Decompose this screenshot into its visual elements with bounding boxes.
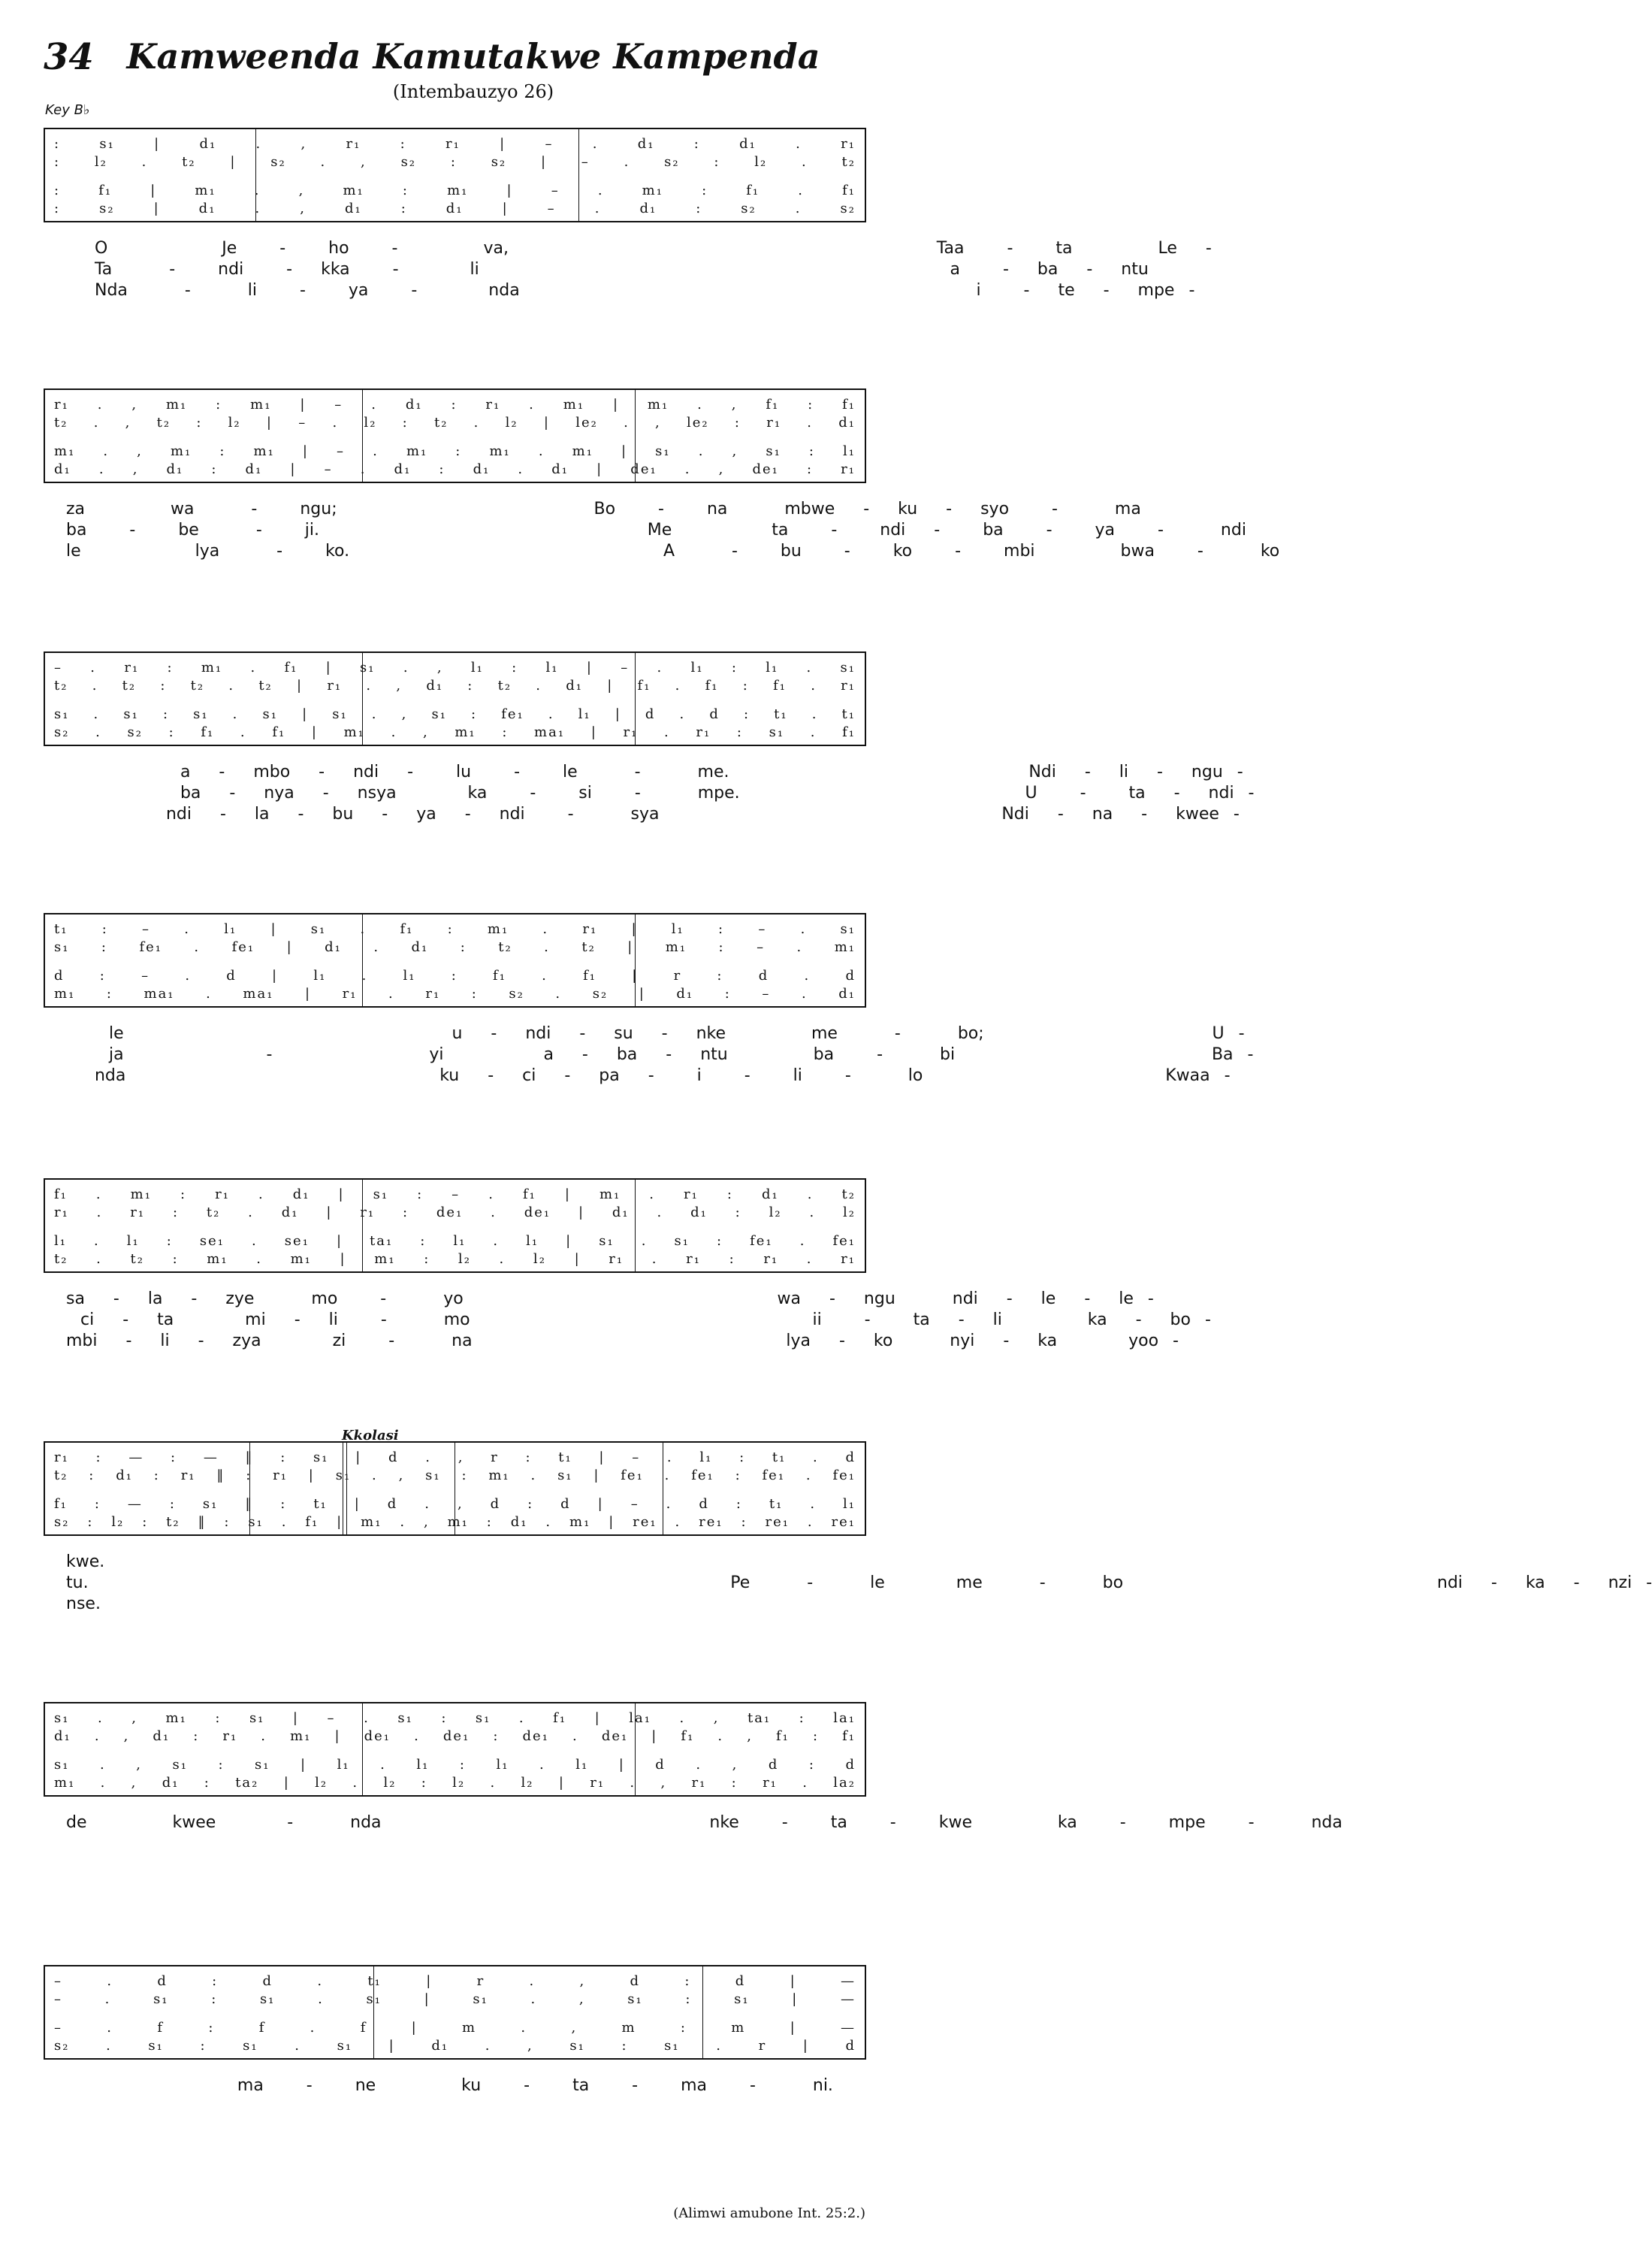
lyric-line-verse-1: a - mbo - ndi - lu - le - me. Ndi - li - ngu -: [66, 763, 1243, 781]
lyric-line-verse-1: sa - la - zye mo - yo wa - ngu ndi - le - le -: [66, 1289, 1154, 1308]
lyric-line-verse-3: Nda - li - ya - nda i - te - mpe -: [66, 281, 1195, 300]
lyric-line-verse-2: ci - ta mi - li - mo ii - ta - li ka - bo -: [66, 1310, 1211, 1329]
tenor-part: [45, 1231, 865, 1250]
alto-part: [45, 1726, 865, 1746]
lyric-line-verse-2: tu. Pe - le me - bo ndi - ka - nzi -: [66, 1573, 1652, 1592]
lyric-line-verse-2: ba - nya - nsya ka - si - mpe. U - ta - ndi -: [66, 784, 1255, 803]
alto-part: [45, 937, 865, 957]
music-system: [44, 913, 1254, 1107]
staff-box: [44, 388, 866, 483]
chorus-label: Kkolasi: [342, 1428, 399, 1443]
music-system: [44, 128, 1212, 322]
tonic-solfa-notes: d : – . d | l₁ . l₁ : f₁ . f₁ | r : d . d: [54, 967, 856, 984]
tonic-solfa-notes: l₁ . l₁ : se₁ . se₁ | ta₁ : l₁ . l₁ | s₁ . s₁ : fe₁ . fe₁: [54, 1232, 856, 1249]
staff-box: [44, 651, 866, 746]
soprano-part: [45, 919, 865, 939]
bass-part: [45, 1249, 865, 1268]
bass-part: [45, 198, 865, 218]
tonic-solfa-notes: r₁ . , m₁ : m₁ | – . d₁ : r₁ . m₁ | m₁ . , f₁ : f₁: [54, 396, 856, 413]
lyric-line-verse-1: kwe.: [66, 1552, 105, 1571]
tonic-solfa-notes: – . f : f . f | m . , m : m | —: [54, 2019, 856, 2036]
staff-box: [44, 1965, 866, 2060]
music-system: [44, 651, 1255, 845]
lyric-line-verse-3: mbi - li - zya zi - na lya - ko nyi - ka yoo -: [66, 1332, 1179, 1350]
bass-part: [45, 459, 865, 479]
tonic-solfa-notes: s₁ . s₁ : s₁ . s₁ | s₁ . , s₁ : fe₁ . l₁ | d . d : t₁ . t₁: [54, 706, 856, 722]
alto-part: [45, 1202, 865, 1222]
tenor-part: [45, 180, 865, 200]
music-system: [44, 1441, 1652, 1635]
tonic-solfa-notes: s₁ . , s₁ : s₁ | l₁ . l₁ : l₁ . l₁ | d . , d : d: [54, 1756, 856, 1773]
tonic-solfa-notes: t₂ . t₂ : t₂ . t₂ | r₁ . , d₁ : t₂ . d₁ | f₁ . f₁ : f₁ . r₁: [54, 677, 856, 694]
music-system: [44, 1178, 1211, 1372]
bass-part: [45, 1773, 865, 1792]
footer-reference: (Alimwi amubone Int. 25:2.): [673, 2205, 865, 2221]
lyric-line-verse-1: de kwee - nda nke - ta - kwe ka - mpe - nda: [66, 1813, 1342, 1832]
tonic-solfa-notes: – . s₁ : s₁ . s₁ | s₁ . , s₁ : s₁ | —: [54, 1991, 856, 2007]
lyric-line-verse-3: nse.: [66, 1595, 101, 1613]
tonic-solfa-notes: m₁ : ma₁ . ma₁ | r₁ . r₁ : s₂ . s₂ | d₁ : – . d₁: [54, 985, 856, 1002]
song-title: Kamweenda Kamutakwe Kampenda: [126, 36, 820, 77]
lyric-line-verse-3: ndi - la - bu - ya - ndi - sya Ndi - na - kwee -: [66, 805, 1240, 824]
tonic-solfa-notes: f₁ : — : s₁ ‖ : t₁ | d . , d : d | – . d : t₁ . l₁: [54, 1495, 856, 1512]
alto-part: [45, 676, 865, 695]
alto-part: [45, 1465, 865, 1485]
alto-part: [45, 152, 865, 171]
lyric-line-verse-3: nda ku - ci - pa - i - li - lo Kwaa -: [66, 1066, 1231, 1085]
alto-part: [45, 1989, 865, 2009]
staff-box: [44, 1702, 866, 1797]
lyric-line-verse-1: ma - ne ku - ta - ma - ni.: [66, 2076, 833, 2095]
tonic-solfa-notes: r₁ : — : — ‖ : s₁ | d . , r : t₁ | – . l₁ : t₁ . d: [54, 1449, 856, 1465]
soprano-part: [45, 1708, 865, 1728]
tenor-part: [45, 2018, 865, 2037]
tonic-solfa-notes: s₂ : l₂ : t₂ ‖ : s₁ . f₁ | m₁ . , m₁ : d₁ . m₁ | re₁ . re₁ : re₁ . re₁: [54, 1513, 856, 1530]
tonic-solfa-notes: m₁ . , m₁ : m₁ | – . m₁ : m₁ . m₁ | s₁ . , s₁ : l₁: [54, 443, 856, 459]
alto-part: [45, 413, 865, 432]
tonic-solfa-notes: : f₁ | m₁ . , m₁ : m₁ | – . m₁ : f₁ . f₁: [54, 182, 856, 198]
tonic-solfa-notes: m₁ . , d₁ : ta₂ | l₂ . l₂ : l₂ . l₂ | r₁ . , r₁ : r₁ . la₂: [54, 1774, 856, 1791]
soprano-part: [45, 134, 865, 153]
bass-part: [45, 1512, 865, 1531]
tonic-solfa-notes: s₂ . s₂ : f₁ . f₁ | m₁ . , m₁ : ma₁ | r₁ . r₁ : s₁ . f₁: [54, 724, 856, 740]
song-subtitle: (Intembauzyo 26): [392, 81, 554, 102]
tenor-part: [45, 441, 865, 461]
lyric-line-verse-2: ja - yi a - ba - ntu ba - bi Ba -: [66, 1045, 1254, 1064]
tonic-solfa-notes: : l₂ . t₂ | s₂ . , s₂ : s₂ | – . s₂ : l₂ . t₂: [54, 153, 856, 170]
tonic-solfa-notes: f₁ . m₁ : r₁ . d₁ | s₁ : – . f₁ | m₁ . r₁ : d₁ . t₂: [54, 1186, 856, 1202]
staff-box: [44, 1441, 866, 1536]
song-number: 34: [44, 36, 94, 78]
staff-box: [44, 913, 866, 1008]
song-header: [0, 0, 902, 120]
tonic-solfa-notes: t₂ . t₂ : m₁ . m₁ | m₁ : l₂ . l₂ | r₁ . r₁ : r₁ . r₁: [54, 1250, 856, 1267]
music-system: [44, 1965, 866, 2159]
soprano-part: [45, 1184, 865, 1204]
lyric-line-verse-1: le u - ndi - su - nke me - bo; U -: [66, 1024, 1245, 1043]
tonic-solfa-notes: t₂ . , t₂ : l₂ | – . l₂ : t₂ . l₂ | le₂ . , le₂ : r₁ . d₁: [54, 414, 856, 431]
lyric-line-verse-3: le lya - ko. A - bu - ko - mbi bwa - ko: [66, 542, 1280, 561]
lyric-line-verse-2: Ta - ndi - kka - li a - ba - ntu: [66, 260, 1149, 279]
tonic-solfa-notes: d₁ . , d₁ : r₁ . m₁ | de₁ . de₁ : de₁ . de₁ | f₁ . , f₁ : f₁: [54, 1728, 856, 1744]
soprano-part: [45, 1971, 865, 1991]
music-system: [44, 388, 1280, 582]
tenor-part: [45, 966, 865, 985]
music-system: [44, 1702, 1342, 1896]
tenor-part: [45, 1494, 865, 1513]
tonic-solfa-notes: – . r₁ : m₁ . f₁ | s₁ . , l₁ : l₁ | – . l₁ : l₁ . s₁: [54, 659, 856, 676]
tonic-solfa-notes: t₂ : d₁ : r₁ ‖ : r₁ | s₁ . , s₁ : m₁ . s₁ | fe₁ . fe₁ : fe₁ . fe₁: [54, 1467, 856, 1483]
tenor-part: [45, 1755, 865, 1774]
tonic-solfa-notes: s₂ . s₁ : s₁ . s₁ | d₁ . , s₁ : s₁ . r | d: [54, 2037, 856, 2054]
staff-box: [44, 1178, 866, 1273]
tonic-solfa-notes: d₁ . , d₁ : d₁ | – . d₁ : d₁ . d₁ | de₁ . , de₁ : r₁: [54, 461, 856, 477]
key-signature: Key B♭: [45, 102, 90, 118]
lyric-line-verse-2: ba - be - ji. Me ta - ndi - ba - ya - ndi: [66, 521, 1246, 540]
soprano-part: [45, 657, 865, 677]
tonic-solfa-notes: – . d : d . t₁ | r . , d : d | —: [54, 1972, 856, 1989]
bass-part: [45, 984, 865, 1003]
bass-part: [45, 2036, 865, 2055]
soprano-part: [45, 394, 865, 414]
tonic-solfa-notes: s₁ . , m₁ : s₁ | – . s₁ : s₁ . f₁ | la₁ . , ta₁ : la₁: [54, 1709, 856, 1726]
tonic-solfa-notes: r₁ . r₁ : t₂ . d₁ | r₁ : de₁ . de₁ | d₁ . d₁ : l₂ . l₂: [54, 1204, 856, 1220]
tonic-solfa-notes: s₁ : fe₁ . fe₁ | d₁ . d₁ : t₂ . t₂ | m₁ : – . m₁: [54, 939, 856, 955]
bass-part: [45, 722, 865, 742]
tenor-part: [45, 704, 865, 724]
tonic-solfa-notes: t₁ : – . l₁ | s₁ . f₁ : m₁ . r₁ | l₁ : – . s₁: [54, 920, 856, 937]
tonic-solfa-notes: : s₂ | d₁ . , d₁ : d₁ | – . d₁ : s₂ . s₂: [54, 200, 856, 216]
soprano-part: [45, 1447, 865, 1467]
lyric-line-verse-1: za wa - ngu; Bo - na mbwe - ku - syo - ma: [66, 500, 1141, 518]
tonic-solfa-notes: : s₁ | d₁ . , r₁ : r₁ | – . d₁ : d₁ . r₁: [54, 135, 856, 152]
staff-box: [44, 128, 866, 222]
lyric-line-verse-1: O Je - ho - va, Taa - ta Le -: [66, 239, 1212, 258]
